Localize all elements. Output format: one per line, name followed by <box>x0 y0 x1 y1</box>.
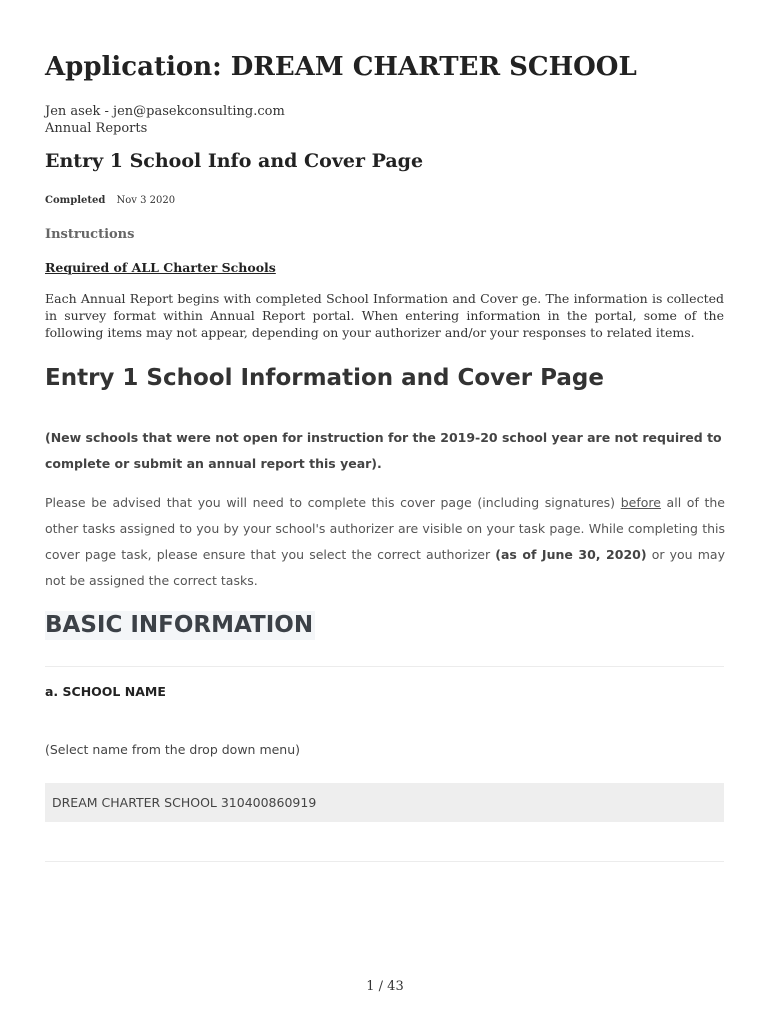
status-label: Completed <box>45 195 106 206</box>
advice-text-middle: all of the other tasks assigned to you by your school's authorizer are visible on your task page. While completing this cover page task, please ensure that you select the correct authorizer <box>45 495 725 562</box>
school-name-label: a. SCHOOL NAME <box>45 684 166 699</box>
advice-text-underlined: before <box>620 495 661 510</box>
school-name-hint: (Select name from the drop down menu) <box>45 742 301 757</box>
form-name: Annual Reports <box>45 121 148 136</box>
advice-text-after: or you may not be assigned the correct tasks. <box>45 547 725 588</box>
advice-paragraph <box>45 490 725 594</box>
page-title: Application: DREAM CHARTER SCHOOL <box>45 52 637 82</box>
entry-title: Entry 1 School Info and Cover Page <box>45 150 424 172</box>
school-name-answer: DREAM CHARTER SCHOOL 310400860919 <box>45 783 724 822</box>
notice-paragraph: (New schools that were not open for instruction for the 2019-20 school year are not required to complete or submit an annual report this year). <box>45 430 722 471</box>
advice-text-bold: (as of June 30, 2020) <box>495 547 647 562</box>
basic-information-heading: BASIC INFORMATION <box>45 612 314 638</box>
divider <box>45 666 724 667</box>
section-title: Entry 1 School Information and Cover Page <box>45 365 604 391</box>
user-email-line: Jen asek - jen@pasekconsulting.com <box>45 104 285 119</box>
status-date: Nov 3 2020 <box>116 195 176 206</box>
divider <box>45 861 724 862</box>
intro-paragraph: Each Annual Report begins with completed School Information and Cover ge. The information is collected in survey format within Annual Report portal. When entering information in the portal, some of the following items may not appear, depending on your authorizer and/or your responses to related items. <box>45 291 724 340</box>
advice-text-before: Please be advised that you will need to complete this cover page (including signatures) <box>45 495 621 510</box>
instructions-heading: Instructions <box>45 227 135 242</box>
required-heading: Required of ALL Charter Schools <box>45 260 276 275</box>
page-number: 1 / 43 <box>366 979 404 994</box>
status-row <box>45 195 175 206</box>
